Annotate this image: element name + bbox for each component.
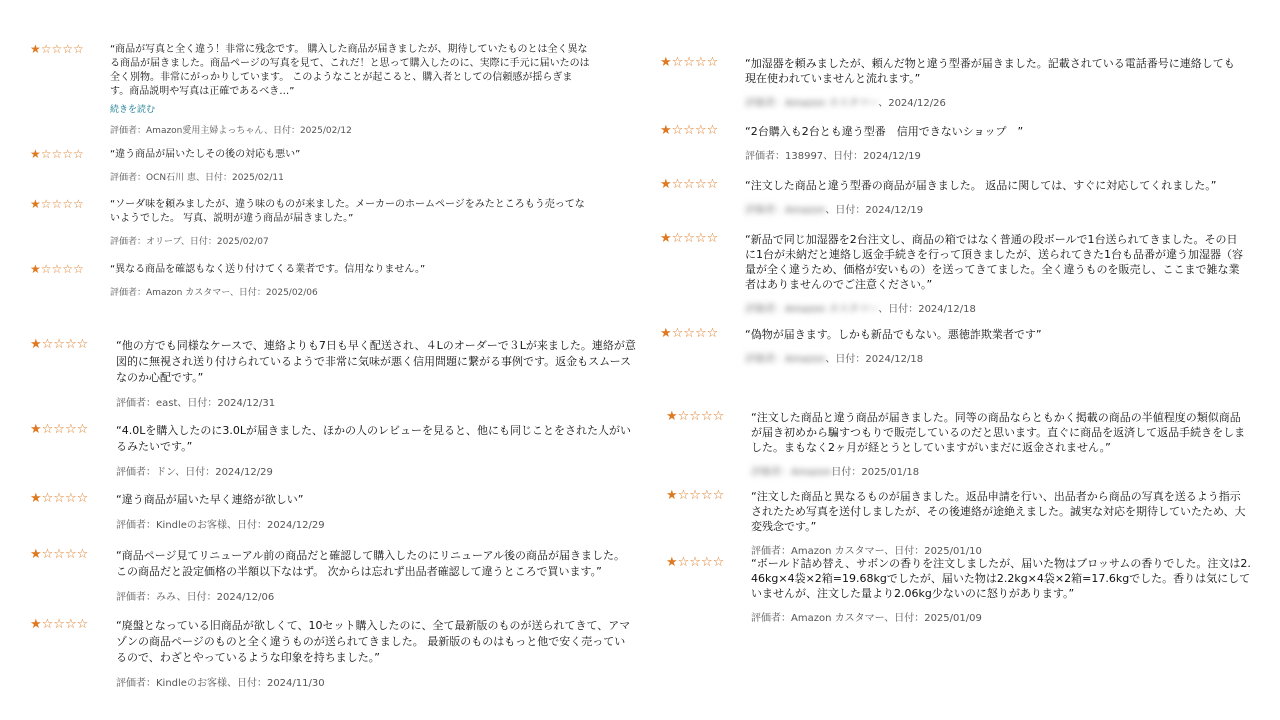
review-body <box>745 232 1245 315</box>
star-rating-icon: ★☆☆☆☆ <box>30 422 89 437</box>
review-date: 日付：2025/01/18 <box>831 467 920 478</box>
read-more-link[interactable]: 続きを読む <box>110 105 156 115</box>
review-meta <box>116 394 636 409</box>
review-meta <box>745 300 1245 315</box>
review-body <box>110 148 590 183</box>
review-date: 、日付：2024/12/18 <box>825 354 924 365</box>
review-meta <box>745 350 1245 365</box>
reviewer-name: Amazon カスタマー <box>146 288 230 298</box>
star-rating-icon: ★☆☆☆☆ <box>660 326 719 341</box>
star-rating-icon: ★☆☆☆☆ <box>660 55 719 70</box>
review-body <box>116 423 636 478</box>
review-text: “注文した商品と違う商品が届きました。同等の商品ならともかく掲載の商品の半値程度の類似商品が届き初めから騙すつもりで販売しているのだと思います。直ぐに商品を返済して返品手続きをしました。まもなく2ヶ月が経とうとしていますがいまだに返金されません。” <box>751 411 1246 454</box>
reviewer-name: Kindleのお客様 <box>156 678 227 689</box>
review-meta <box>110 123 590 136</box>
review-body <box>116 618 636 689</box>
reviewer-label: 評価者： <box>110 126 147 136</box>
review-body <box>751 556 1251 624</box>
reviewer-label: 評価者： <box>110 288 147 298</box>
review-meta <box>116 588 636 603</box>
review-body <box>745 327 1245 365</box>
star-rating-icon: ★☆☆☆☆ <box>660 123 719 138</box>
review-body <box>110 43 590 136</box>
review-date: 、2024/12/26 <box>878 98 946 109</box>
review-body <box>745 56 1245 109</box>
review-meta <box>110 234 590 247</box>
review-meta <box>116 674 636 689</box>
review-date: 、日付：2024/12/31 <box>177 398 276 409</box>
star-rating-icon: ★☆☆☆☆ <box>660 231 719 246</box>
review-body <box>116 548 636 603</box>
review-text: “注文した商品と違う型番の商品が届きました。 返品に関しては、すぐに対応してくれました。” <box>745 179 1217 192</box>
star-rating-icon: ★☆☆☆☆ <box>30 337 89 352</box>
review-date: 、日付：2024/12/18 <box>878 304 976 315</box>
review-meta <box>110 285 590 298</box>
star-rating-icon: ★☆☆☆☆ <box>30 617 89 632</box>
reviewer-name: OCN石川 恵 <box>146 173 196 183</box>
star-rating-icon: ★☆☆☆☆ <box>30 491 89 506</box>
review-date: 、日付：2025/01/09 <box>884 613 982 624</box>
reviewer-name: Kindleのお客様 <box>156 520 227 531</box>
star-rating-icon: ★☆☆☆☆ <box>30 197 84 211</box>
reviewer-label: 評価者： <box>116 398 156 409</box>
review-meta <box>751 463 1251 478</box>
review-text: “他の方でも同様なケースで、連絡よりも7日も早く配送され、４Lのオーダーで３Lが来ました。連絡が意図的に無視され送り付けられているようで非常に気味が悪く信用問題に繋がる事例です。返金もスムースなのか心配です。” <box>116 339 636 384</box>
reviewer-name: 評価者：Amazon カスタマー <box>745 98 879 109</box>
review-text: “加湿器を頼みましたが、頼んだ物と違う型番が届きました。記載されている電話番号に連絡しても現在使われていませんと流れます。” <box>745 57 1235 85</box>
star-rating-icon: ★☆☆☆☆ <box>30 147 84 161</box>
review-text: “新品で同じ加湿器を2台注文し、商品の箱ではなく普通の段ボールで1台送られてきました。その日に1台が未納だと連絡し返金手続きを行って頂きましたが、送られてきた1台も品番が違う加湿器（容量が全く違うため、価格が安いもの）を送ってきてました。全く違うものを販売し、ここまで雑な業者はありませんのでご注意ください。” <box>745 233 1243 291</box>
reviewer-name: east <box>156 398 178 409</box>
reviewer-label: 評価者： <box>110 237 147 247</box>
star-rating-icon: ★☆☆☆☆ <box>666 488 725 503</box>
review-text: “違う商品が届いた早く連絡が欲しい” <box>116 493 304 506</box>
reviewer-name: Amazon カスタマー <box>791 613 885 624</box>
reviewer-name: ドン <box>156 467 176 478</box>
review-text: “商品ページ見てリニューアル前の商品だと確認して購入したのにリニューアル後の商品が届きました。 この商品だと設定価格の半額以下なはず。 次からは忘れず出品者確認して違うところで買います。” <box>116 549 626 578</box>
review-body <box>751 410 1251 478</box>
review-body <box>110 263 590 298</box>
review-text: “廃盤となっている旧商品が欲しくて、10セット購入したのに、全て最新版のものが送られてきて、アマゾンの商品ページのものと全く違うものが送られてきました。 最新版のものはもっと他で安く売っているので、わざとやっているような印象を持ちました。” <box>116 619 631 664</box>
reviewer-label: 評価者： <box>745 151 785 162</box>
review-body <box>745 178 1245 216</box>
reviewer-name: 評価者：Amazon カスタマー <box>745 304 879 315</box>
review-date: 、日付：2024/12/19 <box>823 151 921 162</box>
review-date: 、日付：2024/12/19 <box>825 205 924 216</box>
reviewer-label: 評価者： <box>116 467 156 478</box>
star-rating-icon: ★☆☆☆☆ <box>30 547 89 562</box>
review-meta <box>751 609 1251 624</box>
review-date: 、日付：2024/12/29 <box>175 467 273 478</box>
review-body <box>751 489 1251 557</box>
review-body <box>110 198 590 247</box>
reviewer-name: みみ <box>156 592 177 603</box>
review-date: 、日付：2024/12/29 <box>226 520 325 531</box>
review-date: 、日付：2025/01/10 <box>884 546 982 557</box>
reviewer-name: オリーブ <box>146 237 181 247</box>
review-meta <box>745 201 1245 216</box>
review-date: 、日付：2024/11/30 <box>226 678 325 689</box>
review-date: 、日付：2024/12/06 <box>176 592 275 603</box>
reviewer-name: Amazon カスタマー <box>791 546 885 557</box>
review-date: 、日付：2025/02/12 <box>263 126 352 136</box>
review-text: “異なる商品を確認もなく送り付けてくる業者です。信用なりません。” <box>110 264 426 275</box>
reviewer-name: Amazon愛用主婦よっちゃん <box>146 126 264 136</box>
review-date: 、日付：2025/02/11 <box>195 173 284 183</box>
review-date: 、日付：2025/02/06 <box>229 288 318 298</box>
review-meta <box>745 94 1245 109</box>
review-meta <box>110 170 590 183</box>
reviewer-label: 評価者： <box>751 613 791 624</box>
reviewer-label: 評価者： <box>110 173 147 183</box>
star-rating-icon: ★☆☆☆☆ <box>30 262 84 276</box>
reviewer-label: 評価者： <box>116 678 156 689</box>
star-rating-icon: ★☆☆☆☆ <box>30 42 84 56</box>
star-rating-icon: ★☆☆☆☆ <box>666 409 725 424</box>
review-meta <box>116 516 636 531</box>
reviewer-name: 138997 <box>785 151 824 162</box>
review-meta <box>751 542 1251 557</box>
reviewer-label: 評価者： <box>751 546 791 557</box>
review-body <box>745 124 1245 162</box>
review-text: “商品が写真と全く違う！非常に残念です。 購入した商品が届きましたが、期待していたものとは全く異なる商品が届きました。商品ページの写真を見て、これだ！と思って購入したのに、実際に手元に届いたのは全く別物。非常にがっかりしています。 このようなことが起こると、購入者としての信頼感が揺らぎます。商品説明や写真は正確であるべき…” <box>110 44 590 97</box>
reviewer-name: 評価者：Amazon <box>751 467 832 478</box>
reviewer-label: 評価者： <box>116 520 156 531</box>
star-rating-icon: ★☆☆☆☆ <box>660 177 719 192</box>
reviewer-name: 評価者：Amazon <box>745 354 826 365</box>
review-text: “2台購入も2台とも違う型番 信用できないショップ ” <box>745 125 1024 138</box>
review-text: “ボールド詰め替え、サボンの香りを注文しましたが、届いた物はブロッサムの香りでした。注文は2.46kg×4袋×2箱=19.68kgでしたが、届いた物は2.2kg×4袋×2箱=17.6kgでした。香りは気にしていませんが、注文した量より2.06kg少ないのに怒りがあります。” <box>751 557 1251 600</box>
review-date: 、日付：2025/02/07 <box>180 237 269 247</box>
review-body <box>116 338 636 409</box>
reviewer-name: 評価者：Amazon <box>745 205 826 216</box>
review-body <box>116 492 636 531</box>
review-text: “4.0Lを購入したのに3.0Lが届きました、ほかの人のレビューを見ると、他にも同じことをされた人がいるみたいです。” <box>116 424 631 453</box>
review-meta <box>745 147 1245 162</box>
review-meta <box>116 463 636 478</box>
review-text: “偽物が届きます。しかも新品でもない。悪徳詐欺業者です” <box>745 328 1042 341</box>
review-text: “ソーダ味を頼みましたが、違う味のものが来ました。メーカーのホームページをみたところもう売ってないようでした。 写真、説明が違う商品が届きました。” <box>110 199 585 224</box>
review-text: “注文した商品と異なるものが届きました。返品申請を行い、出品者から商品の写真を送るよう指示されたため写真を送付しましたが、その後連絡が途絶えました。誠実な対応を期待していたため、大変残念です。” <box>751 490 1246 533</box>
star-rating-icon: ★☆☆☆☆ <box>666 555 725 570</box>
reviewer-label: 評価者： <box>116 592 156 603</box>
review-text: “違う商品が届いたしその後の対応も悪い” <box>110 149 301 160</box>
